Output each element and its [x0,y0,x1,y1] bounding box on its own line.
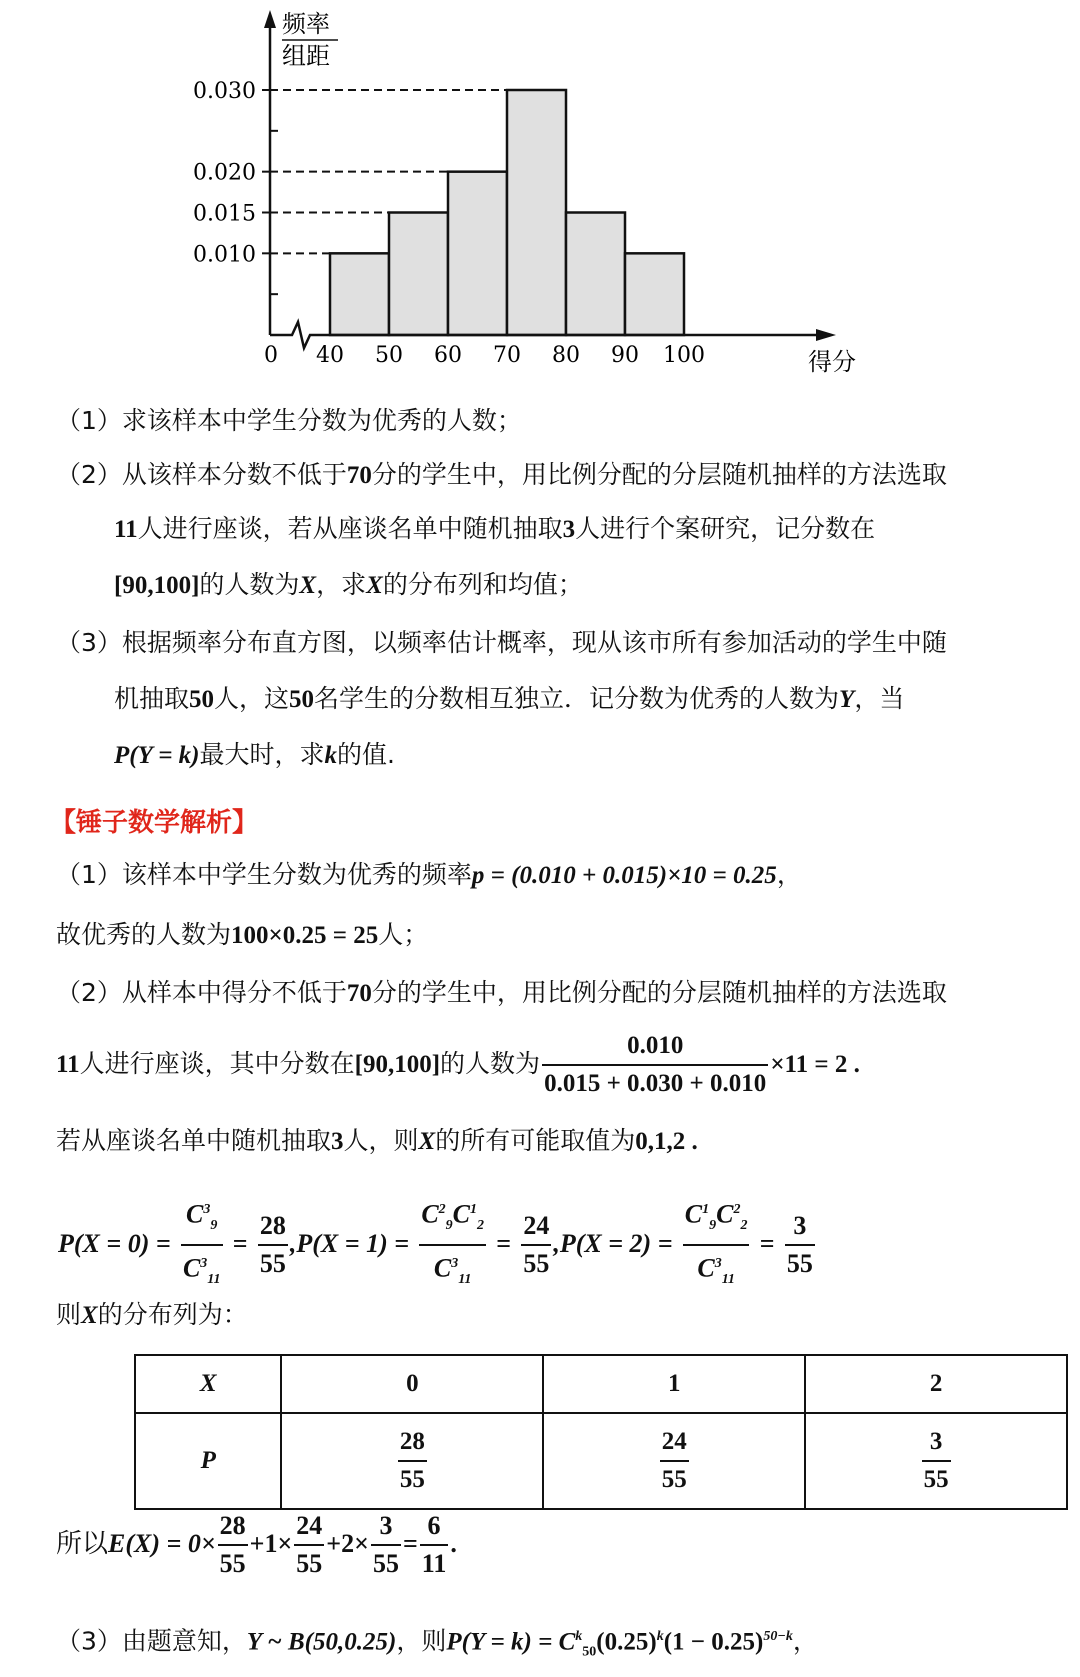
ex-expr: +2× [326,1529,369,1558]
p2-combination-fraction: $\frac{C^1_9C^2_2}{C^3_{11}}$ [683,1192,750,1298]
s1-text: ， [776,860,802,889]
y-label-top: 频率 [282,10,330,38]
histogram-bar [566,213,625,336]
q3-text: 人，这 [214,684,290,713]
x-label: 得分 [808,348,856,376]
question-3-line-1 [56,626,947,660]
probability-formulas [58,1192,817,1298]
question-3-line-2 [114,682,904,717]
question-3-line-3 [114,738,395,773]
solution-2-line-3 [56,1124,698,1159]
p2-value-fraction: $\frac{3}{55}$ [785,1208,815,1282]
dist-var: X [81,1302,98,1329]
y-tick-label: 0.015 [193,201,256,227]
s3-expr: Y ~ B(50,0.25) [246,1628,397,1656]
q2-text: 人进行个案研究，记分数在 [575,514,876,543]
p0-combination-fraction: $\frac{C^3_9}{C^3_{11}}$ [181,1192,223,1298]
q2-var: X [299,572,317,599]
q3-var: k [324,742,338,769]
s2-text: 若从座谈名单中随机抽取 [56,1126,332,1155]
y-tick-label: 0.030 [193,79,256,104]
s2-text: （2）从样本中得分不低于 [56,978,347,1007]
q2-num: 3 [562,516,576,543]
equals: = [759,1228,775,1258]
question-2-line-2 [114,512,875,547]
x-tick-label: 40 [316,343,344,368]
s3-sup: k [656,1629,664,1644]
q3-text: 名学生的分数相互独立．记分数为优秀的人数为 [314,684,840,713]
table-cell: $\frac{28}{55}$ [281,1413,543,1509]
p0-lhs: P(X = 0) = [58,1228,171,1258]
ex-fraction: $\frac{28}{55}$ [218,1508,248,1582]
question-2-line-1 [56,458,947,493]
s1-expr: p = (0.010 + 0.015)×10 = 0.25 [471,862,777,889]
dist-text: 的分布列为： [97,1300,248,1329]
histogram-bar [448,172,507,335]
y-label-bottom: 组距 [282,42,330,70]
table-cell: 0 [281,1355,543,1413]
histogram-bar [507,90,566,335]
solution-3-line [56,1620,818,1669]
table-row [135,1413,1067,1509]
q2-text: 的分布列和均值； [382,570,583,599]
ex-expr: . [450,1529,457,1558]
solution-1-line-2 [56,918,428,953]
s3-expr: (1 − 0.25) [663,1628,764,1656]
x-tick-label: 100 [663,343,705,368]
q3-num: 50 [289,686,315,713]
x-tick-label: 50 [375,343,403,368]
x-tick-label: 90 [611,343,639,368]
ex-text: 所以 [56,1529,109,1559]
origin-label: 0 [264,343,278,368]
s2-text: 的人数为 [440,1049,541,1078]
x-tick-label: 70 [493,343,521,368]
ex-result-fraction: $\frac{6}{11}$ [420,1508,449,1582]
x-tick-label: 60 [434,343,462,368]
q3-var: Y [839,686,855,713]
table-cell: $\frac{24}{55}$ [543,1413,805,1509]
table-cell: $\frac{3}{55}$ [805,1413,1067,1509]
q3-text: ，当 [854,684,905,713]
solution-2-line-1 [56,976,947,1011]
s1-text: 故优秀的人数为 [56,920,232,949]
table-row [135,1355,1067,1413]
q3-expr: P(Y = k) [114,742,200,769]
solution-2-line-2 [56,1028,860,1102]
ex-expr: = [402,1529,418,1558]
s1-expr: 100×0.25 = 25 [231,922,379,949]
ex-fraction: $\frac{24}{55}$ [294,1508,324,1582]
s2-num: 70 [346,980,372,1007]
s2-var: X [418,1128,436,1155]
q2-interval: [90,100] [114,572,200,599]
s2-expr: ×11 = 2 . [770,1051,860,1078]
equals: = [496,1228,512,1258]
s1-text: 人； [378,920,429,949]
s2-values: 0,1,2 . [635,1128,698,1155]
s2-fraction [542,1028,768,1102]
s3-expr: P(Y = k) = C [446,1628,576,1656]
ex-expr: E(X) = 0× [108,1529,216,1558]
x-ticks [316,343,705,368]
p0-value-fraction: $\frac{28}{55}$ [258,1208,288,1282]
y-ticks [193,79,278,294]
q2-text: （2）从该样本分数不低于 [56,460,347,489]
s3-text: ，则 [396,1626,447,1656]
y-axis-arrow [264,10,276,28]
question-2-line-3 [114,568,583,603]
y-tick-label: 0.020 [193,160,256,186]
q3-text: 最大时，求 [199,740,325,769]
expectation-line [56,1508,457,1582]
s2-num: 11 [56,1051,80,1078]
p2-lhs: ,P(X = 2) = [553,1228,673,1258]
p1-value-fraction: $\frac{24}{55}$ [521,1208,551,1282]
s2-text: 人，则 [343,1126,419,1155]
distribution-intro [56,1298,248,1333]
ex-fraction: $\frac{3}{55}$ [371,1508,401,1582]
q2-var: X [366,572,383,599]
dist-text: 则 [56,1300,82,1329]
p1-combination-fraction: $\frac{C^2_9C^1_2}{C^3_{11}}$ [419,1192,486,1298]
p1-lhs: ,P(X = 1) = [289,1228,410,1258]
s2-interval: [90,100] [354,1051,441,1078]
s3-expr: (0.25) [596,1628,657,1656]
distribution-table [134,1354,1068,1510]
solution-heading: 【锤子数学解析】 [50,808,259,838]
q3-text: 机抽取 [114,684,190,713]
q2-num: 11 [114,516,138,543]
s2-num: 3 [331,1128,344,1155]
s2-text: 分的学生中，用比例分配的分层随机抽样的方法选取 [371,978,947,1007]
table-header-x: X [135,1355,281,1413]
question-1 [56,404,522,438]
s3-text: ， [792,1626,818,1656]
solution-1-line-1 [56,858,802,893]
s2-fraction-denominator: 0.015 + 0.030 + 0.010 [544,1070,767,1097]
s1-text: （1）该样本中学生分数为优秀的频率 [56,860,472,889]
s3-sub: 50 [582,1644,597,1660]
q3-text: 的值. [337,740,395,769]
histogram-bar [625,253,684,335]
q3-num: 50 [189,686,215,713]
s3-sup: k [575,1629,583,1644]
x-tick-label: 80 [552,343,580,368]
question-1-text: （1）求该样本中学生分数为优秀的人数； [56,406,522,435]
ex-expr: +1× [249,1529,293,1558]
q3-text: （3）根据频率分布直方图，以频率估计概率，现从该市所有参加活动的学生中随 [56,628,947,657]
q2-num: 70 [346,462,372,489]
q2-text: 分的学生中，用比例分配的分层随机抽样的方法选取 [371,460,947,489]
x-axis-arrow [816,329,836,341]
y-tick-label: 0.010 [193,242,256,268]
s2-fraction-numerator: 0.010 [542,1028,768,1066]
s2-text: 的所有可能取值为 [435,1126,636,1155]
histogram-bar [389,213,448,336]
table-cell: 2 [805,1355,1067,1413]
q2-text: ，求 [316,570,367,599]
equals: = [232,1228,248,1258]
table-cell: 1 [543,1355,805,1413]
s3-text: （3）由题意知， [56,1626,247,1656]
frequency-histogram [0,0,1080,390]
q2-text: 人进行座谈，若从座谈名单中随机抽取 [137,514,563,543]
table-header-p: P [135,1413,281,1509]
q2-text: 的人数为 [199,570,300,599]
histogram-bars [330,90,684,335]
s3-sup: 50−k [763,1629,793,1644]
histogram-bar [330,253,389,335]
s2-text: 人进行座谈，其中分数在 [79,1049,355,1078]
